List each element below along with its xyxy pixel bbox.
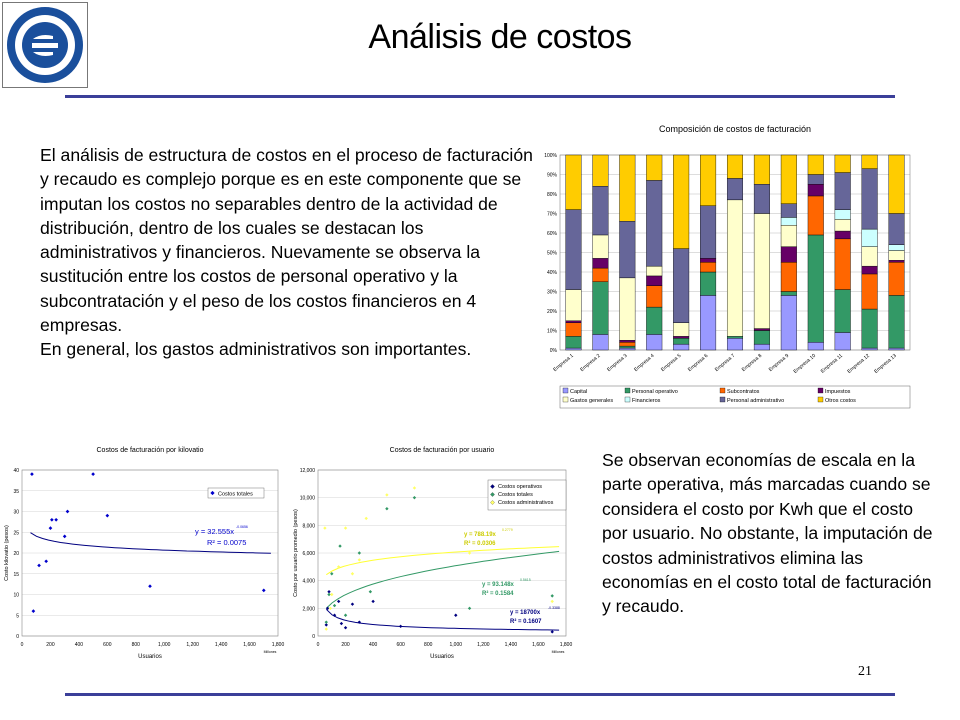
bar-segment [862,309,878,348]
scatter-point [358,558,361,561]
scatter-y-axis-label: Costo por usuario promedio (pesos) [293,509,299,597]
bar-segment [620,155,636,221]
bar-legend-swatch [720,397,725,402]
bar-segment [781,262,797,291]
scatter-y-tick-label: 20 [13,551,19,557]
bar-segment [593,235,609,258]
bar-segment [673,155,689,249]
bar-segment [646,155,662,180]
scatter-point [337,600,340,603]
scatter-point [330,593,333,596]
scatter-x-unit-note: Millones [263,650,277,654]
scatter-trend-line [326,547,559,575]
scatter-y-tick-label: 10,000 [299,495,315,502]
bar-segment [673,336,689,338]
scatter-r-squared: R² = 0.0075 [207,538,247,547]
scatter-trend-exponent: -0.0656 [236,525,248,529]
bar-category-label: Empresa 6 [686,352,710,374]
bar-segment [593,186,609,235]
scatter-x-tick-label: 200 [341,642,350,648]
scatter-point [329,607,332,610]
bar-y-tick-label: 90% [546,172,557,179]
bar-segment [754,184,770,213]
scatter-point [399,625,402,628]
bar-category-label: Empresa 9 [767,352,791,374]
scatter-title: Costos de facturación por kilovatio [96,447,204,454]
scatter-point [454,614,457,617]
scatter-y-tick-label: 0 [16,634,19,640]
scatter-x-axis-label: Usuarios [430,654,454,660]
bar-segment [889,214,905,245]
bar-category-label: Empresa 7 [713,352,737,374]
bar-category-label: Empresa 8 [740,352,764,374]
bar-segment [566,348,582,350]
scatter-annotation-equation: y = 93.148x [482,582,514,588]
bar-legend-label: Capital [570,389,588,395]
bar-segment [835,231,851,239]
bar-legend-label: Financieros [632,398,661,404]
bar-category-label: Empresa 10 [792,352,818,375]
scatter-point [551,630,554,633]
bar-category-label: Empresa 11 [819,352,844,375]
bar-y-tick-label: 20% [546,309,557,315]
bar-y-tick-label: 100% [544,153,557,159]
scatter-legend-label: Costos administrativos [498,500,554,506]
scatter-y-tick-label: 6,000 [302,551,315,557]
scatter-point [325,620,328,623]
bar-segment [620,342,636,346]
scatter-y-tick-label: 15 [13,571,19,578]
left-paragraph-2: En general, los gastos administrativos son importantes. [40,339,472,360]
bar-segment [835,239,851,290]
scatter-y-tick-label: 5 [16,613,19,620]
bar-segment [566,321,582,323]
scatter-x-tick-label: 400 [74,642,84,648]
bottom-divider [65,693,895,696]
scatter-x-tick-label: 800 [424,642,433,648]
bar-y-tick-label: 30% [546,289,557,296]
bar-legend-swatch [818,388,823,393]
bar-segment [781,204,797,218]
bar-legend-label: Gastos generales [570,398,614,404]
bar-segment [835,210,851,220]
scatter-y-tick-label: 8,000 [302,523,315,530]
scatter-point [351,572,354,575]
scatter-annotation-exponent: -0.3388 [548,606,560,610]
scatter-x-tick-label: 1,000 [449,642,463,648]
bar-segment [781,225,797,246]
scatter-point [50,518,54,522]
bar-segment [781,247,797,263]
scatter-point [54,518,58,522]
scatter-annotation-exponent: 0.2779 [502,528,513,532]
bar-legend-swatch [563,397,568,402]
bar-segment [673,344,689,350]
bar-category-label: Empresa 1 [552,352,575,374]
scatter-x-axis-label: Usuarios [138,654,162,660]
scatter-point [468,551,471,554]
scatter-point [325,627,328,630]
bar-segment [862,155,878,169]
scatter-point [551,600,554,603]
left-text-block [40,143,540,362]
bar-segment [566,155,582,210]
bar-segment [835,155,851,173]
bar-segment [754,329,770,331]
bar-segment [808,175,824,185]
bar-legend-swatch [720,388,725,393]
bar-chart-title: Composición de costos de facturación [658,124,812,134]
bar-category-label: Empresa 2 [579,352,602,374]
scatter-x-tick-label: 1,800 [271,642,285,648]
scatter-point [344,526,347,529]
scatter-point [91,472,95,476]
scatter-point [340,622,343,625]
page-title: Análisis de costos [368,18,632,56]
bar-segment [646,276,662,286]
cost-per-user-chart [288,438,578,668]
bar-segment [889,251,905,261]
bar-y-tick-label: 80% [546,192,557,198]
scatter-point [551,594,554,597]
scatter-annotation-r2: R² = 0.0306 [464,541,496,547]
scatter-annotation-r2: R² = 0.1607 [510,619,542,625]
bar-segment [862,247,878,267]
cost-per-kilowatt-chart [0,438,290,668]
bar-y-tick-label: 70% [546,211,557,218]
bar-legend-swatch [625,397,630,402]
scatter-point [468,607,471,610]
bar-segment [700,206,716,259]
page-number: 21 [858,664,872,679]
bar-legend-label: Otros costos [825,398,856,404]
scatter-point [413,486,416,489]
bar-y-tick-label: 50% [546,250,557,257]
scatter-point [344,614,347,617]
bar-segment [889,155,905,214]
bar-segment [727,178,743,199]
bar-segment [593,155,609,186]
scatter-point [385,507,388,510]
bar-segment [593,282,609,335]
scatter-x-tick-label: 0 [316,642,320,648]
scatter-x-tick-label: 1,200 [477,642,490,648]
bar-segment [727,200,743,337]
scatter-point [371,600,374,603]
bar-segment [808,184,824,196]
scatter-annotation-exponent: 0.5615 [520,578,531,582]
bar-segment [727,336,743,338]
bar-segment [593,258,609,268]
bar-segment [889,295,905,348]
bar-segment [673,323,689,337]
bar-segment [673,338,689,344]
scatter-x-unit-note: Millones [551,650,565,654]
bar-segment [862,274,878,309]
bar-category-label: Empresa 4 [633,352,656,374]
bar-y-tick-label: 10% [546,328,557,335]
scatter-x-tick-label: 1,800 [559,642,573,648]
scatter-point [369,590,372,593]
scatter-x-tick-label: 200 [46,642,55,648]
bar-segment [620,348,636,350]
bar-segment [808,196,824,235]
bar-segment [673,249,689,323]
scatter-x-tick-label: 1,600 [243,642,256,648]
scatter-x-tick-label: 600 [396,642,405,648]
bar-segment [700,155,716,206]
bar-segment [781,217,797,225]
bar-segment [889,260,905,262]
left-paragraph-1: El análisis de estructura de costos en el proceso de facturación y recaudo es complejo porque es en este componente que se imputan los costos no separables dentro de la actividad de distribución, dentro de los cuales se destacan los administrativos y financieros. Nuevamente se observa la sustitución entre los costos de personal operativo y la subcontratación y el peso de los costos financieros en 4 empresas. [40,145,533,336]
scatter-x-tick-label: 1,600 [532,642,545,648]
scatter-x-tick-label: 1,200 [186,642,199,648]
cost-composition-chart [538,118,950,418]
bar-segment [593,268,609,282]
scatter-point [358,551,361,554]
bar-category-label: Empresa 5 [660,352,683,374]
bar-segment [808,155,824,175]
bar-segment [727,338,743,350]
bar-segment [700,262,716,272]
scatter-point [262,589,266,593]
scatter-y-tick-label: 35 [13,488,19,495]
scatter-y-tick-label: 4,000 [302,578,315,585]
scatter-y-axis-label: Costo kilovatio (pesos) [4,525,10,581]
bar-y-tick-label: 0% [549,348,557,354]
bar-segment [835,332,851,350]
bar-legend-label: Impuestos [825,389,851,395]
scatter-point [49,526,53,530]
scatter-point [148,584,152,588]
bar-legend-label: Personal operativo [632,389,678,395]
bar-segment [862,229,878,247]
bar-segment [566,290,582,321]
bar-segment [646,307,662,334]
scatter-annotation-equation: y = 788.19x [464,532,496,538]
bar-category-label: Empresa 3 [606,352,629,374]
scatter-y-tick-label: 10 [13,592,19,599]
bar-legend-swatch [625,388,630,393]
bar-segment [862,348,878,350]
scatter-point [385,493,388,496]
bar-segment [889,262,905,295]
bar-segment [781,155,797,204]
scatter-point [30,472,34,476]
scatter-point [338,544,341,547]
scatter-point [32,609,36,613]
scatter-legend-label: Costos totales [498,492,533,498]
right-paragraph: Se observan economías de escala en la parte operativa, más marcadas cuando se considera el costo por Kwh que el costo por usuario. No obstante, la imputación de costos administrativos elimina las economías en el costo total de facturación y recaudo. [602,450,933,617]
bar-segment [700,258,716,262]
scatter-y-tick-label: 0 [312,634,315,640]
bar-segment [566,323,582,337]
scatter-point [105,514,109,518]
scatter-legend-label: Costos operativos [498,484,543,490]
bar-segment [862,169,878,229]
bar-segment [754,214,770,329]
scatter-x-tick-label: 1,400 [214,642,228,648]
bar-segment [700,295,716,350]
bar-category-label: Empresa 12 [846,352,871,375]
scatter-point [365,517,368,520]
top-divider [65,95,895,98]
scatter-x-tick-label: 400 [368,642,378,648]
scatter-annotation-r2: R² = 0.1584 [482,591,514,597]
scatter-point [44,559,48,563]
bar-legend-swatch [563,388,568,393]
scatter-y-tick-label: 40 [13,468,19,474]
bar-segment [646,334,662,350]
bar-segment [781,292,797,296]
bar-segment [620,278,636,340]
scatter-point [323,526,326,529]
bar-segment [700,272,716,295]
bar-segment [754,155,770,184]
logo-icon [3,3,87,87]
scatter-point [66,510,70,514]
bar-segment [835,219,851,231]
bar-segment [808,235,824,342]
bar-segment [754,331,770,345]
scatter-x-tick-label: 0 [20,642,24,648]
bar-y-tick-label: 60% [546,231,557,237]
company-logo [2,2,88,88]
bar-segment [566,210,582,290]
scatter-y-tick-label: 25 [13,530,19,537]
bar-y-tick-label: 40% [546,270,557,276]
bar-segment [620,221,636,278]
bar-segment [620,340,636,342]
bar-segment [781,295,797,350]
bar-segment [646,286,662,307]
scatter-x-tick-label: 600 [103,642,112,648]
bar-segment [889,348,905,350]
bar-legend-swatch [818,397,823,402]
bar-segment [566,336,582,348]
scatter-annotation-equation: y = 18700x [510,610,541,616]
bar-legend-label: Personal administrativo [727,398,785,404]
bar-category-label: Empresa 13 [873,352,898,375]
scatter-point [351,602,354,605]
bar-segment [754,344,770,350]
scatter-point [333,604,336,607]
scatter-y-tick-label: 12,000 [299,468,315,474]
bar-segment [620,346,636,348]
bar-segment [646,180,662,266]
scatter-title: Costos de facturación por usuario [389,447,495,454]
scatter-point [344,626,347,629]
scatter-point [330,572,333,575]
bar-segment [808,342,824,350]
scatter-x-tick-label: 1,000 [157,642,171,648]
scatter-point [63,535,67,539]
bar-segment [646,266,662,276]
bar-segment [862,266,878,274]
bar-legend-label: Subcontratos [727,389,760,395]
scatter-x-tick-label: 1,400 [504,642,518,648]
scatter-point [413,496,416,499]
bar-segment [727,155,743,178]
bar-segment [835,173,851,210]
bar-segment [835,290,851,333]
scatter-y-tick-label: 30 [13,509,19,516]
scatter-legend-label: Costos totales [218,491,253,498]
bar-segment [889,245,905,251]
scatter-x-tick-label: 800 [131,642,140,648]
scatter-point [37,564,41,568]
bar-segment [593,334,609,350]
scatter-y-tick-label: 2,000 [302,606,315,613]
scatter-trend-equation: y = 32.555x [195,527,234,536]
